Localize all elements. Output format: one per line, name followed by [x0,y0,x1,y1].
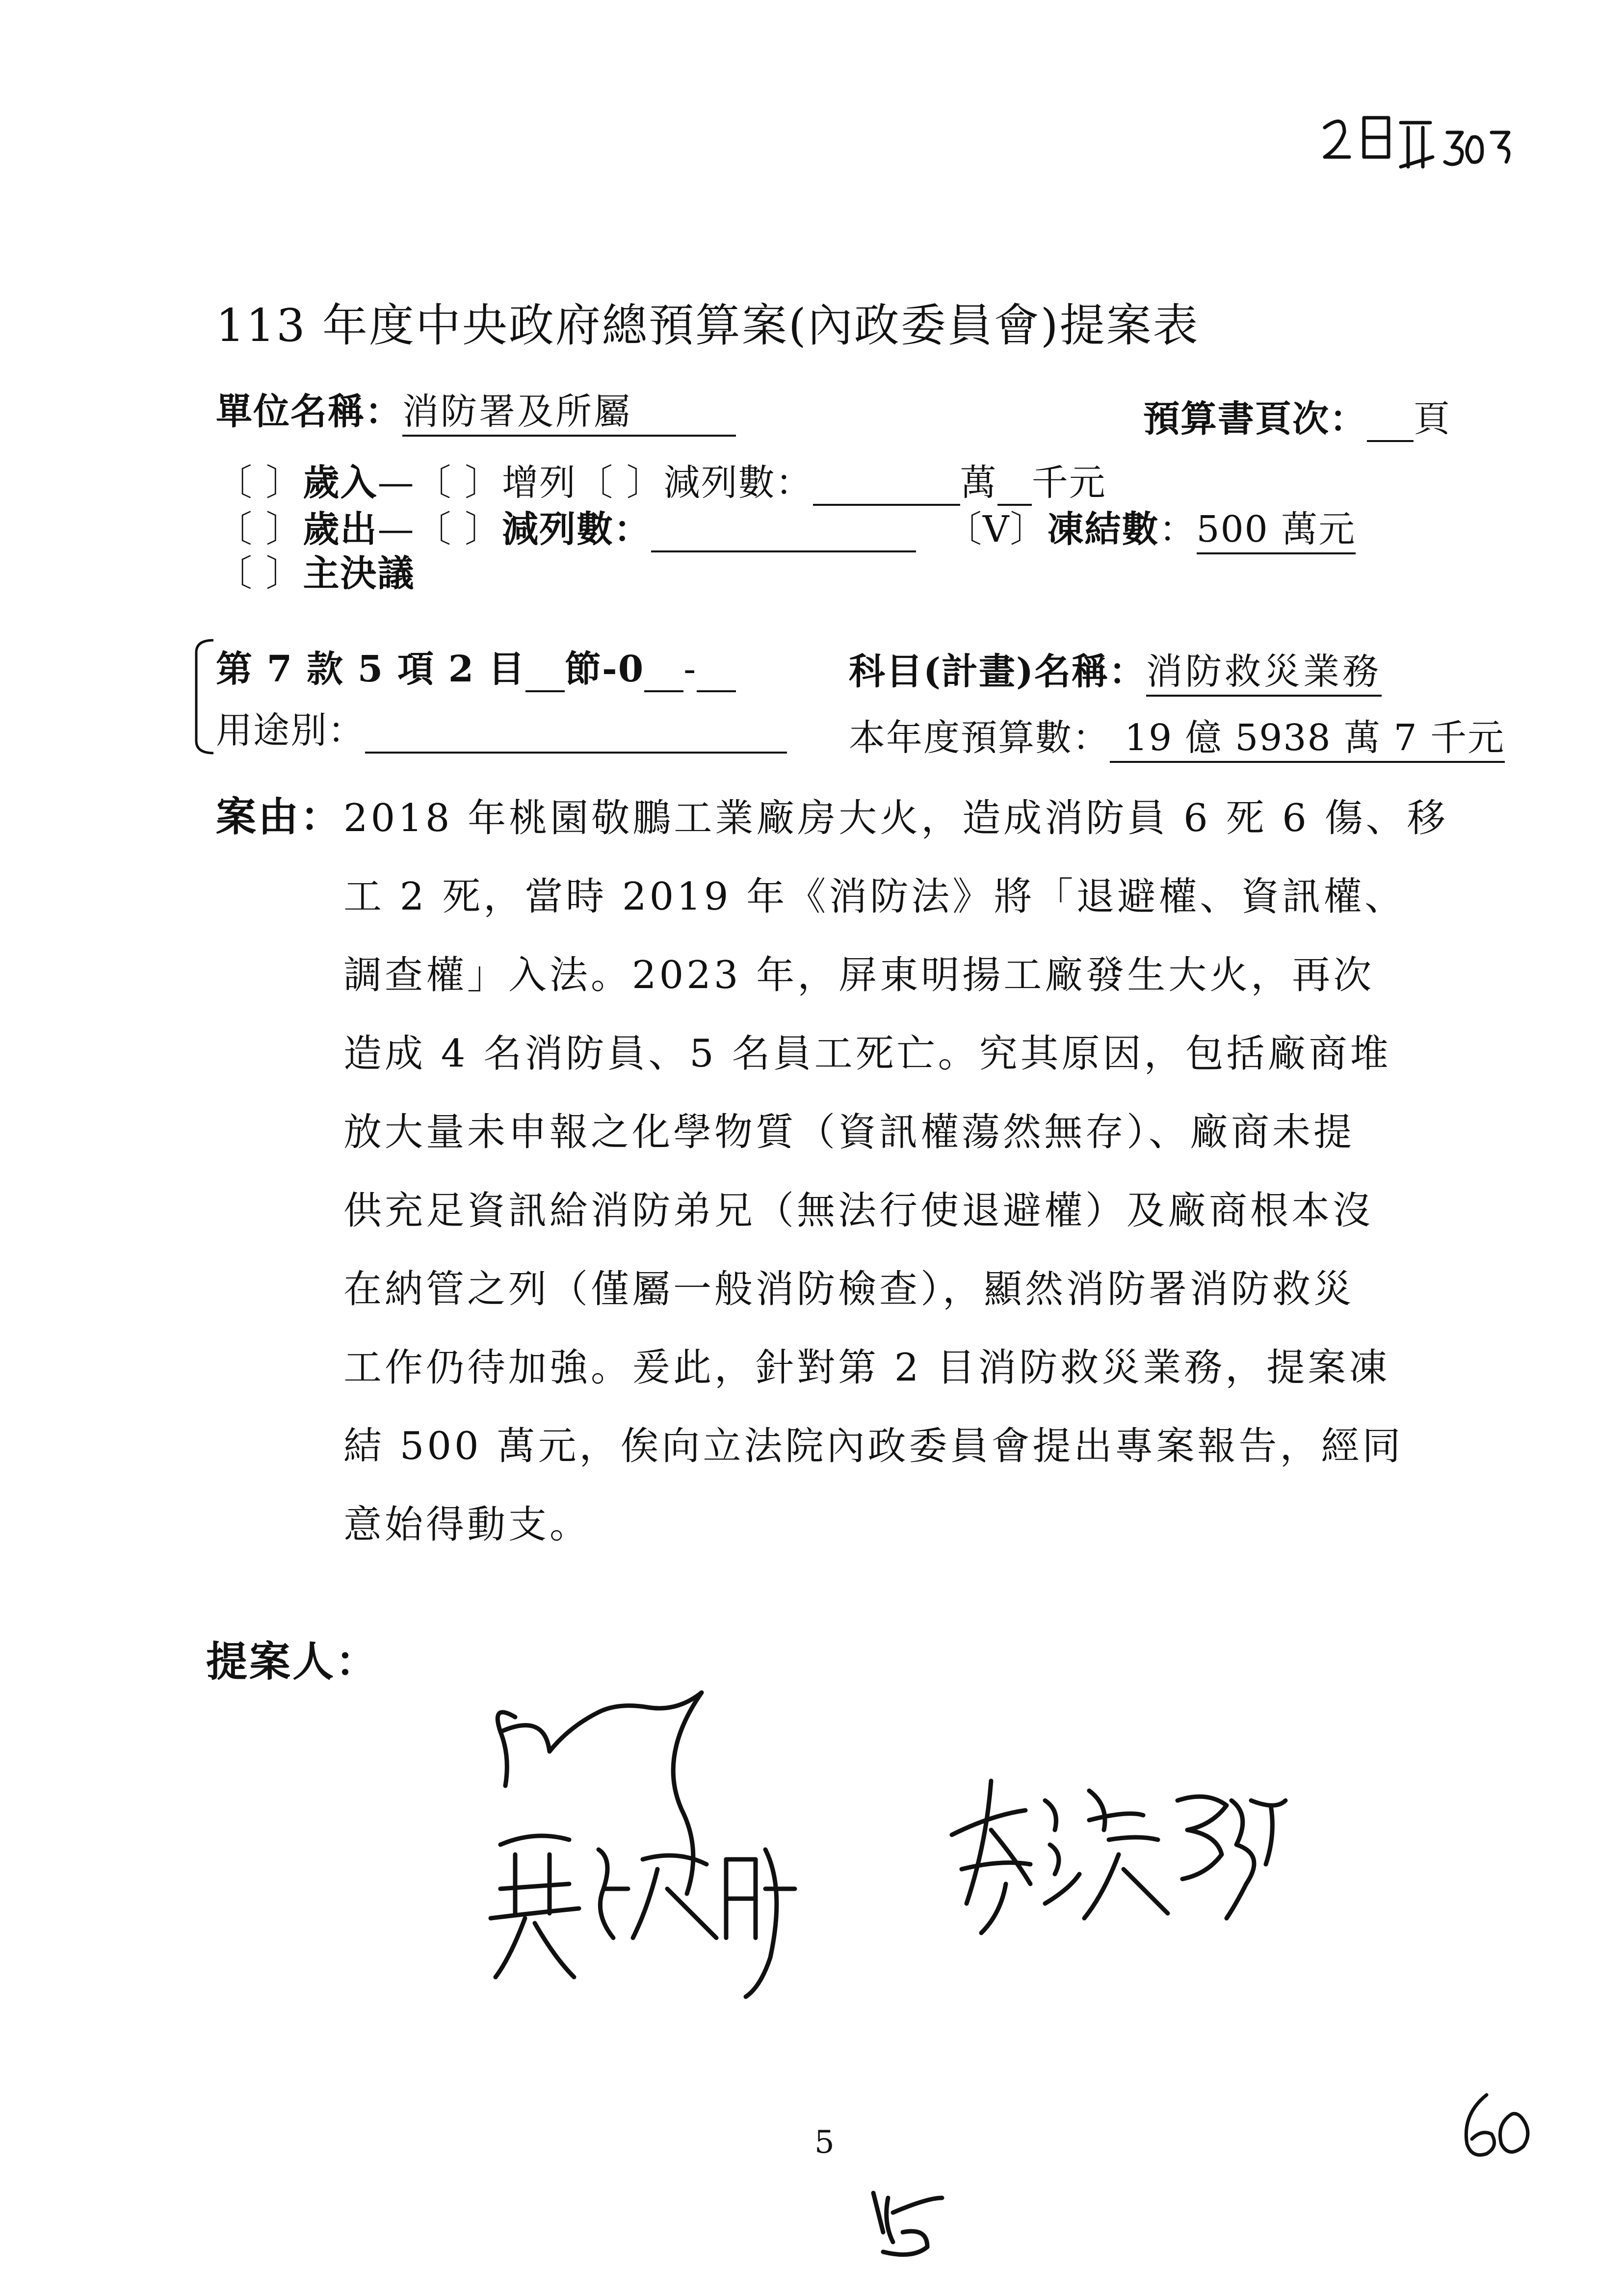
expense-reduce-label: 減列數： [502,508,652,550]
freeze-label: 凍結數 [1047,508,1159,550]
page-ref-row [1143,390,1451,442]
resolution-checkbox[interactable]: 〔 〕 [216,552,303,595]
item-jie-field[interactable] [644,648,683,692]
expense-dash: — [377,508,415,550]
revenue-checkbox[interactable]: 〔 〕 [216,462,303,504]
page-ref-suffix: 頁 [1414,398,1451,440]
usage-field[interactable] [365,709,787,754]
item-kuan: 第 7 款 5 項 2 目 [216,648,526,690]
revenue-row [216,454,1106,506]
revenue-qian-field[interactable] [997,462,1032,506]
item-mu-field[interactable] [525,648,565,692]
freeze-checkbox[interactable]: 〔V〕 [945,508,1048,550]
expense-checkbox[interactable]: 〔 〕 [216,508,303,550]
expense-label: 歲出 [303,508,378,550]
subject-label: 科目(計畫)名稱： [849,651,1147,693]
unit-label: 單位名稱： [216,391,402,433]
subject-row [849,643,1382,697]
expense-reduce-checkbox[interactable]: 〔 〕 [415,508,502,550]
freeze-colon: ： [1159,508,1197,550]
budget-label: 本年度預算數： [849,717,1110,759]
revenue-wan-field[interactable] [813,462,960,506]
reason-line-4: 造成 4 名消防員、5 名員工死亡。究其原因，包括廠商堆 [343,1032,1391,1076]
revenue-add-checkbox[interactable]: 〔 〕 [415,462,502,504]
item-jie: 節-0 [565,648,645,690]
budget-value: 19 億 5938 萬 7 千元 [1110,709,1505,763]
proposer-label: 提案人： [206,1637,379,1686]
expense-reduce-field[interactable] [651,508,916,552]
revenue-dash: — [377,462,415,504]
reason-line-1: 2018 年桃園敬鵬工業廠房大火，造成消防員 6 死 6 傷、移 [343,796,1448,840]
reason-line-3: 調查權」入法。2023 年，屏東明揚工廠發生大火，再次 [343,953,1375,997]
reason-line-2: 工 2 死，當時 2019 年《消防法》將「退避權、資訊權、 [343,875,1406,919]
unit-value: 消防署及所屬 [402,383,736,437]
freeze-value: 500 萬元 [1197,500,1356,554]
reason-line-5: 放大量未申報之化學物質（資訊權蕩然無存）、廠商未提 [343,1110,1355,1154]
item-row [216,640,736,692]
reason-line-8: 工作仍待加強。爰此，針對第 2 目消防救災業務，提案凍 [343,1346,1390,1390]
signature-li [932,1756,1305,1962]
revenue-label: 歲入 [303,462,378,504]
revenue-reduce-checkbox[interactable]: 〔 〕 [576,462,664,504]
reason-line-7: 在納管之列（僅屬一般消防檢查），顯然消防署消防救災 [343,1267,1355,1311]
handwritten-note [1315,98,1521,182]
reason-line-9: 結 500 萬元，俟向立法院內政委員會提出專案報告，經同 [343,1424,1404,1468]
handwritten-mark-60 [1452,2085,1541,2168]
item-sub-field[interactable] [697,648,736,692]
revenue-qian-unit: 千元 [1031,462,1106,504]
revenue-add-label: 增列 [502,462,577,504]
revenue-wan-unit: 萬 [960,462,997,504]
subject-value: 消防救災業務 [1146,643,1382,697]
page-ref-label: 預算書頁次： [1143,398,1367,440]
page-number: 5 [814,2124,835,2161]
signature-zheng [471,1683,814,2124]
resolution-label: 主決議 [303,552,415,595]
budget-row [849,709,1505,763]
handwritten-note-text: 2日頭5005 [1315,98,1320,99]
reason-line-6: 供充足資訊給消防弟兄（無法行使退避權）及廠商根本沒 [343,1189,1374,1233]
reason-line-10: 意始得動支。 [343,1503,591,1547]
revenue-reduce-label: 減列數： [663,462,813,504]
item-dash: - [683,648,697,690]
usage-label: 用途別： [216,709,365,752]
unit-row [216,383,736,437]
page-ref-value [1367,398,1414,442]
usage-row [216,702,787,754]
item-bracket [189,638,218,756]
reason-label: 案由： [216,793,343,840]
handwritten-page-mark [854,2178,952,2262]
resolution-row [216,545,415,597]
form-title: 113 年度中央政府總預算案(內政委員會)提案表 [216,299,1200,352]
